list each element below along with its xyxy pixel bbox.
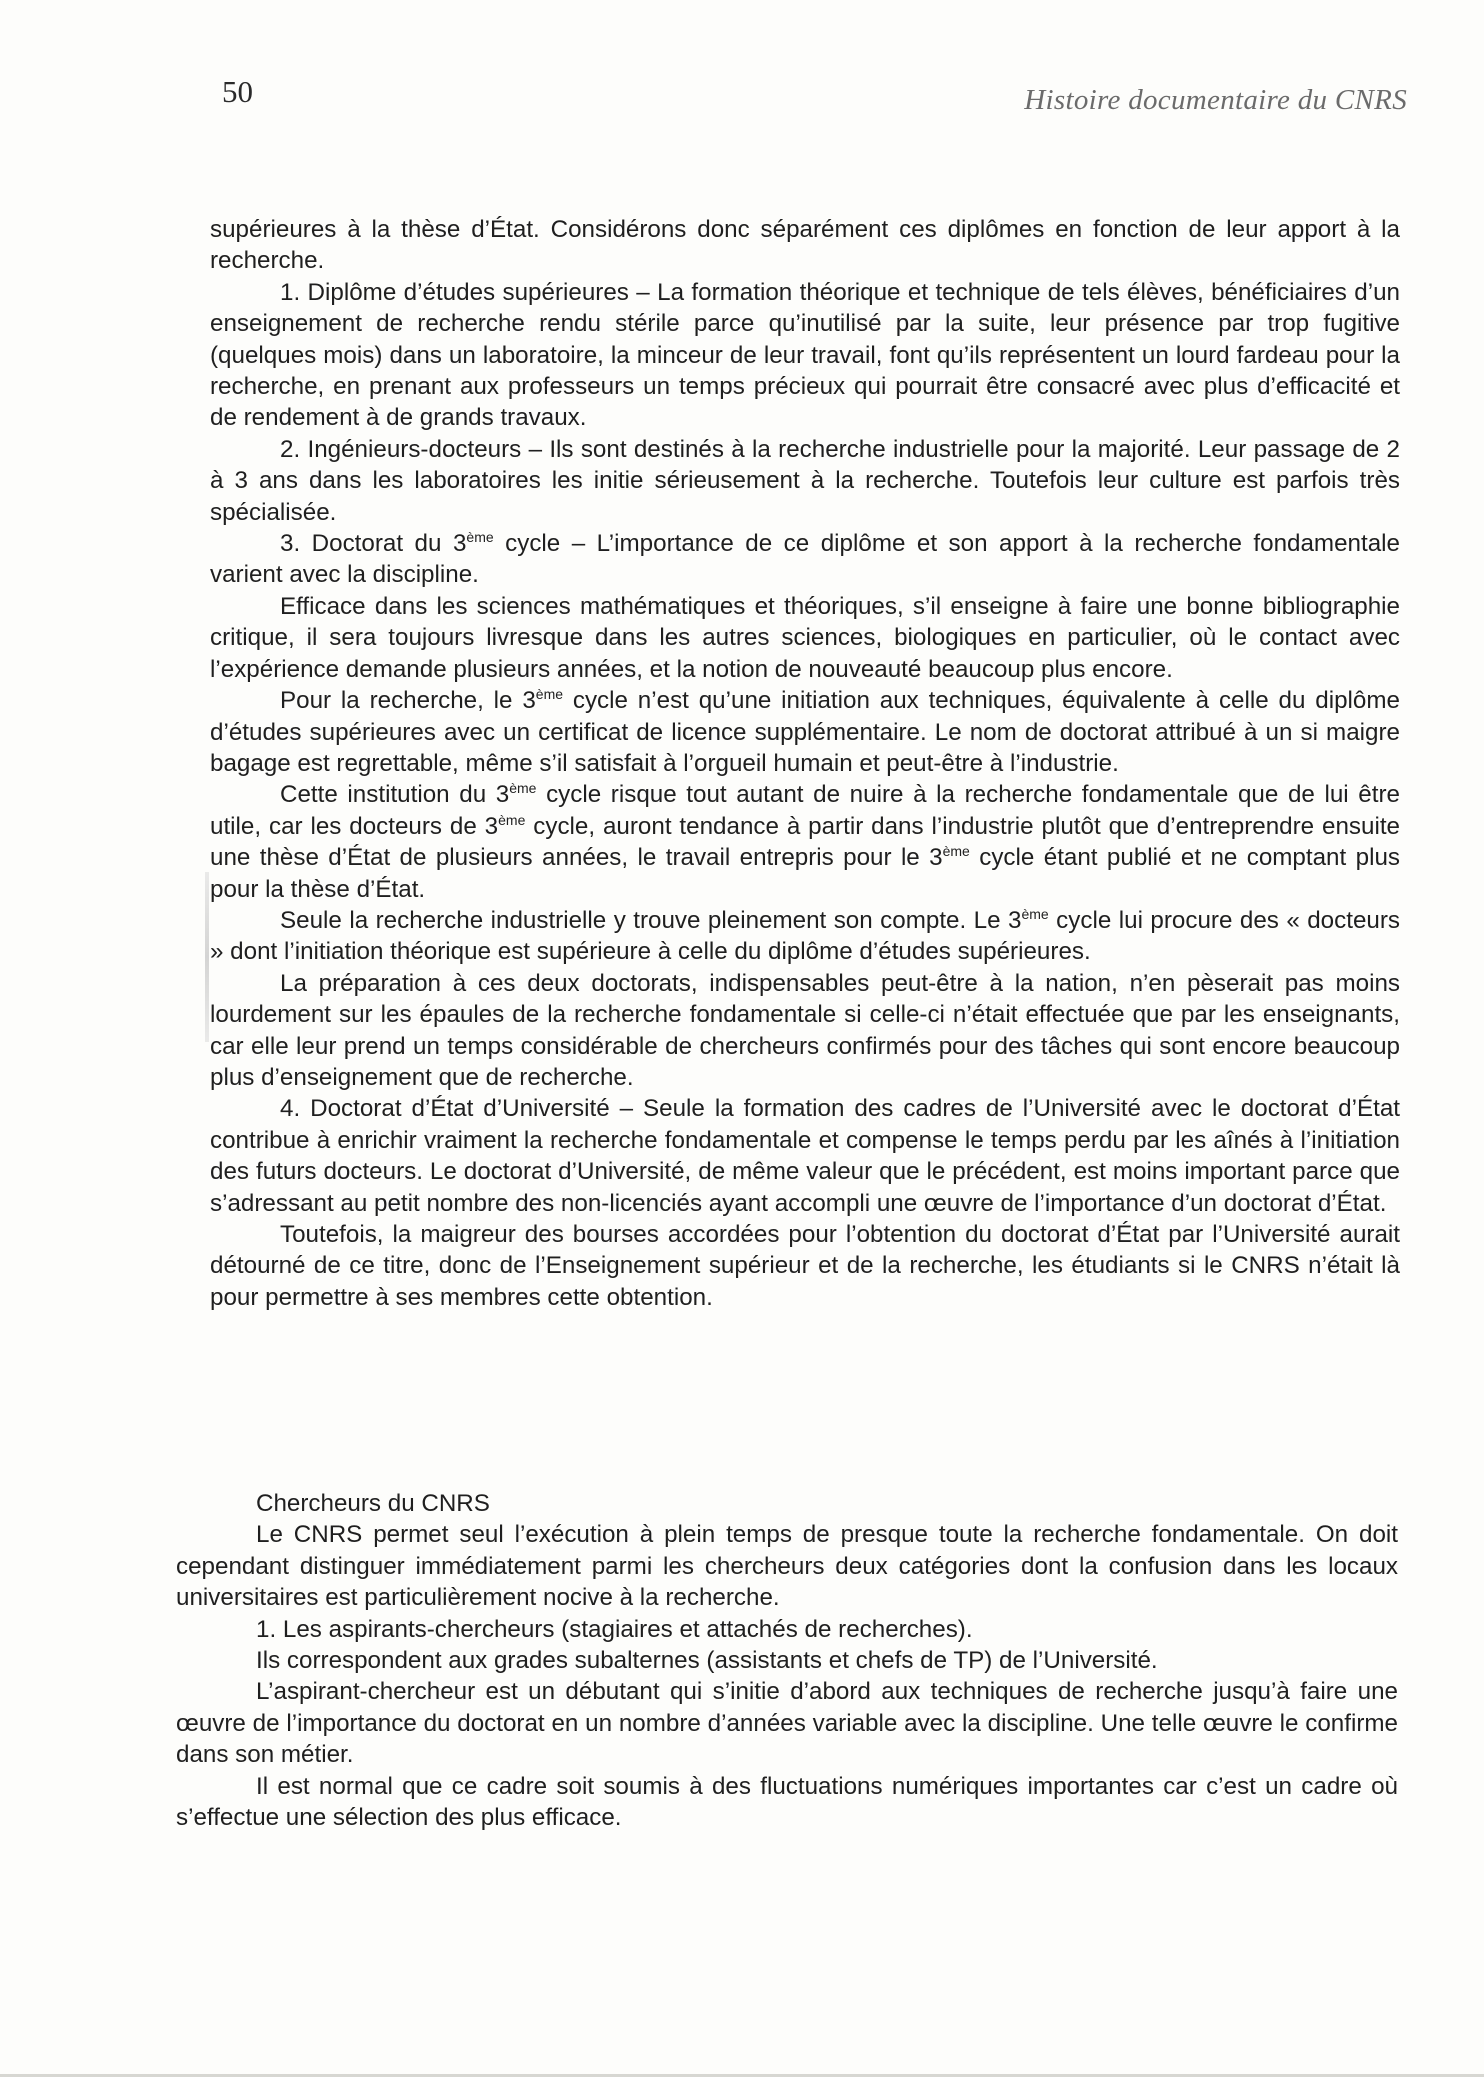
paragraph	[210, 779, 1400, 905]
paragraph: Il est normal que ce cadre soit soumis à des fluctuations numériques importantes car c’est un cadre où s’effectue une sélection des plus efficace.	[176, 1772, 1398, 1832]
superscript: ème	[535, 686, 564, 703]
text-run: cycle lui procure des « docteurs » dont l’initiation théorique est supérieure à celle du diplôme d’études supérieures.	[210, 906, 1400, 966]
paragraph: Ils correspondent aux grades subalternes (assistants et chefs de TP) de l’Université.	[256, 1647, 1158, 1675]
paragraph-ingenieurs-docteurs: 2. Ingénieurs-docteurs – Ils sont destinés à la recherche industrielle pour la majorité. Leur passage de 2 à 3 ans dans les laboratoires les initie sérieusement à la recherche. Toutefois leur culture est parfois très spécialisée.	[210, 435, 1400, 526]
superscript: ème	[498, 811, 526, 828]
scan-margin-shadow	[205, 872, 209, 1042]
superscript: ème	[466, 529, 494, 546]
text-run: cycle étant publié et ne comptant plus pour la thèse d’État.	[210, 844, 1400, 903]
page-number: 50	[222, 74, 253, 109]
text-run: cycle – L’importance de ce diplôme et son apport à la recherche fondamentale varient avec la discipline.	[210, 530, 1400, 589]
text-run: 3. Doctorat du 3	[280, 530, 467, 558]
section-heading: Chercheurs du CNRS	[256, 1490, 490, 1517]
body-text	[210, 214, 1400, 1313]
paragraph: La préparation à ces deux doctorats, indispensables peut-être à la nation, n’en pèserait pas moins lourdement sur les épaules de la recherche fondamentale si celle-ci n’était effectuée que par les enseignants, car elle leur prend un temps considérable de chercheurs confirmés pour des tâches qui sont encore beaucoup plus d’enseignement que de recherche.	[210, 969, 1400, 1091]
paragraph: Efficace dans les sciences mathématiques et théoriques, s’il enseigne à faire une bonne bibliographie critique, il sera toujours livresque dans les autres sciences, biologiques en particulier, où le contact avec l’expérience demande plusieurs années, et la notion de nouveauté beaucoup plus encore.	[210, 592, 1400, 683]
paragraph: Toutefois, la maigreur des bourses accordées pour l’obtention du doctorat d’État par l’Université aurait détourné de ce titre, donc de l’Enseignement supérieur et de la recherche, les étudiants si le CNRS n’était là pour permettre à ses membres cette obtention.	[210, 1221, 1400, 1311]
text-run: Cette institution du 3	[280, 781, 510, 809]
paragraph: L’aspirant-chercheur est un débutant qui s’initie d’abord aux techniques de recherche jusqu’à faire une œuvre de l’importance du doctorat en un nombre d’années variable avec la discipline. Une telle œuvre le confirme dans son métier.	[176, 1678, 1398, 1769]
text-run: cycle n’est qu’une initiation aux techniques, équivalente à celle du diplôme d’études supérieures avec un certificat de licence supplémentaire. Le nom de doctorat attribué à un si maigre bagage est regrettable, même s’il satisfait à l’orgueil humain et peut-être à l’industrie.	[210, 687, 1400, 777]
paragraph-doctorat-etat: 4. Doctorat d’État d’Université – Seule la formation des cadres de l’Université avec le doctorat d’État contribue à enrichir vraiment la recherche fondamentale et compense le temps perdu par les aînés à l’initiation des futurs docteurs. Le doctorat d’Université, de même valeur que le précédent, est moins important parce que s’adressant au petit nombre des non-licenciés ayant accompli une œuvre de l’importance d’un doctorat d’État.	[210, 1095, 1400, 1217]
text-run: cycle, auront tendance à partir dans l’industrie plutôt que d’entreprendre ensuite une thèse d’État de plusieurs années, le travail entrepris pour le 3	[210, 812, 1400, 872]
superscript: ème	[1021, 905, 1049, 922]
paragraph: Le CNRS permet seul l’exécution à plein temps de presque toute la recherche fondamentale. On doit cependant distinguer immédiatement parmi les chercheurs deux catégories dont la confusion dans les locaux universitaires est particulièrement nocive à la recherche.	[176, 1521, 1398, 1612]
paragraph-doctorat-3e-cycle	[210, 528, 1400, 591]
paragraph	[210, 685, 1400, 779]
text-run: Seule la recherche industrielle y trouve pleinement son compte. Le 3	[280, 906, 1022, 934]
paragraph: supérieures à la thèse d’État. Considérons donc séparément ces diplômes en fonction de leur apport à la recherche.	[210, 216, 1400, 275]
superscript: ème	[509, 780, 537, 797]
paragraph-diplome-etudes-superieures: 1. Diplôme d’études supérieures – La formation théorique et technique de tels élèves, bénéficiaires d’un enseignement de recherche rendu stérile parce qu’inutilisé par la suite, leur présence par trop fugitive (quelques mois) dans un laboratoire, la minceur de leur travail, font qu’ils représentent un lourd fardeau pour la recherche, en prenant aux professeurs un temps précieux qui pourrait être consacré avec plus d’efficacité et de rendement à de grands travaux.	[210, 278, 1400, 432]
running-title: Histoire documentaire du CNRS	[1024, 84, 1407, 116]
text-run: Pour la recherche, le 3	[280, 687, 536, 715]
paragraph	[210, 905, 1400, 968]
text-run: cycle risque tout autant de nuire à la recherche fondamentale que de lui être utile, car les docteurs de 3	[210, 781, 1400, 840]
superscript: ème	[942, 843, 970, 860]
section-chercheurs	[176, 1488, 1398, 1833]
paragraph-aspirants-chercheurs: 1. Les aspirants-chercheurs (stagiaires et attachés de recherches).	[256, 1615, 973, 1643]
